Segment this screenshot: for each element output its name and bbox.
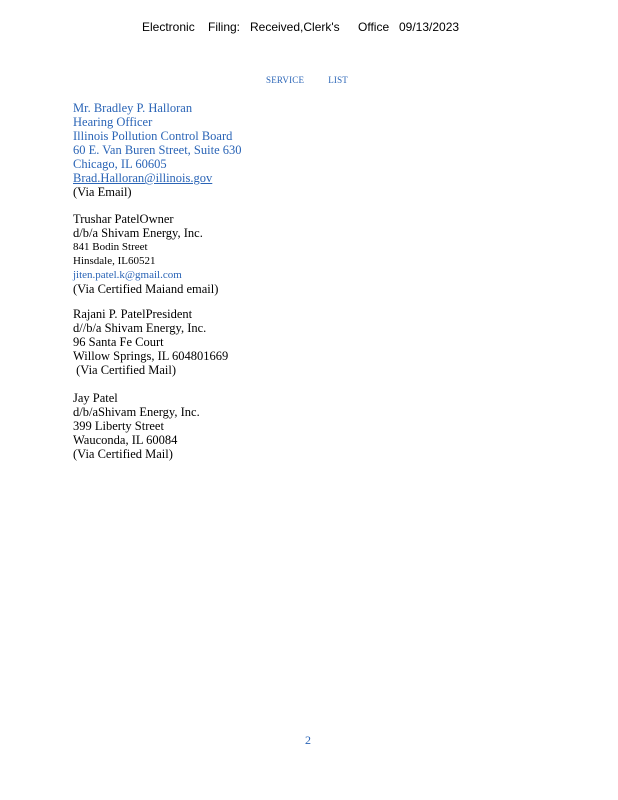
delivery-method: (Via Certified Mail) bbox=[73, 447, 173, 461]
document-title bbox=[266, 75, 358, 85]
recipient-email-link[interactable]: Brad.Halloran@illinois.gov bbox=[73, 171, 213, 185]
header-word-filing: Filing: bbox=[208, 20, 241, 34]
page-number: 2 bbox=[305, 733, 311, 747]
title-word-service: SERVICE bbox=[266, 75, 305, 85]
recipient-company: d//b/a Shivam Energy, Inc. bbox=[73, 321, 207, 335]
delivery-method: (Via Certified Maiand email) bbox=[73, 282, 219, 296]
recipient-email: jiten.patel.k@gmail.com bbox=[73, 269, 182, 281]
recipient-name: Trushar PatelOwner bbox=[73, 212, 174, 226]
title-word-list: LIST bbox=[328, 75, 348, 85]
delivery-method: (Via Certified Mail) bbox=[73, 363, 177, 377]
recipient-company: d/b/aShivam Energy, Inc. bbox=[73, 405, 200, 419]
recipient-hearing-officer bbox=[73, 101, 242, 199]
recipient-jay-patel bbox=[73, 391, 200, 461]
header-date: 09/13/2023 bbox=[399, 20, 460, 34]
recipient-trushar-patel bbox=[73, 212, 218, 296]
recipient-city: Hinsdale, IL60521 bbox=[73, 255, 156, 267]
header-word-electronic: Electronic bbox=[142, 20, 195, 34]
recipient-street: 399 Liberty Street bbox=[73, 419, 164, 433]
recipient-name: Rajani P. PatelPresident bbox=[73, 307, 193, 321]
delivery-method: (Via Email) bbox=[73, 185, 132, 199]
recipient-name: Mr. Bradley P. Halloran bbox=[73, 101, 193, 115]
recipient-title: Hearing Officer bbox=[73, 115, 153, 129]
recipient-city: Willow Springs, IL 604801669 bbox=[73, 349, 229, 363]
recipient-name: Jay Patel bbox=[73, 391, 118, 405]
recipient-street: 96 Santa Fe Court bbox=[73, 335, 164, 349]
recipient-company: d/b/a Shivam Energy, Inc. bbox=[73, 226, 203, 240]
recipient-rajani-patel bbox=[73, 307, 228, 377]
header-word-office: Office bbox=[358, 20, 390, 34]
recipient-organization: Illinois Pollution Control Board bbox=[73, 129, 233, 143]
recipient-city: Wauconda, IL 60084 bbox=[73, 433, 178, 447]
recipient-street: 841 Bodin Street bbox=[73, 241, 148, 253]
header-word-received-clerks: Received,Clerk's bbox=[250, 20, 340, 34]
recipient-city: Chicago, IL 60605 bbox=[73, 157, 167, 171]
recipient-street: 60 E. Van Buren Street, Suite 630 bbox=[73, 143, 242, 157]
